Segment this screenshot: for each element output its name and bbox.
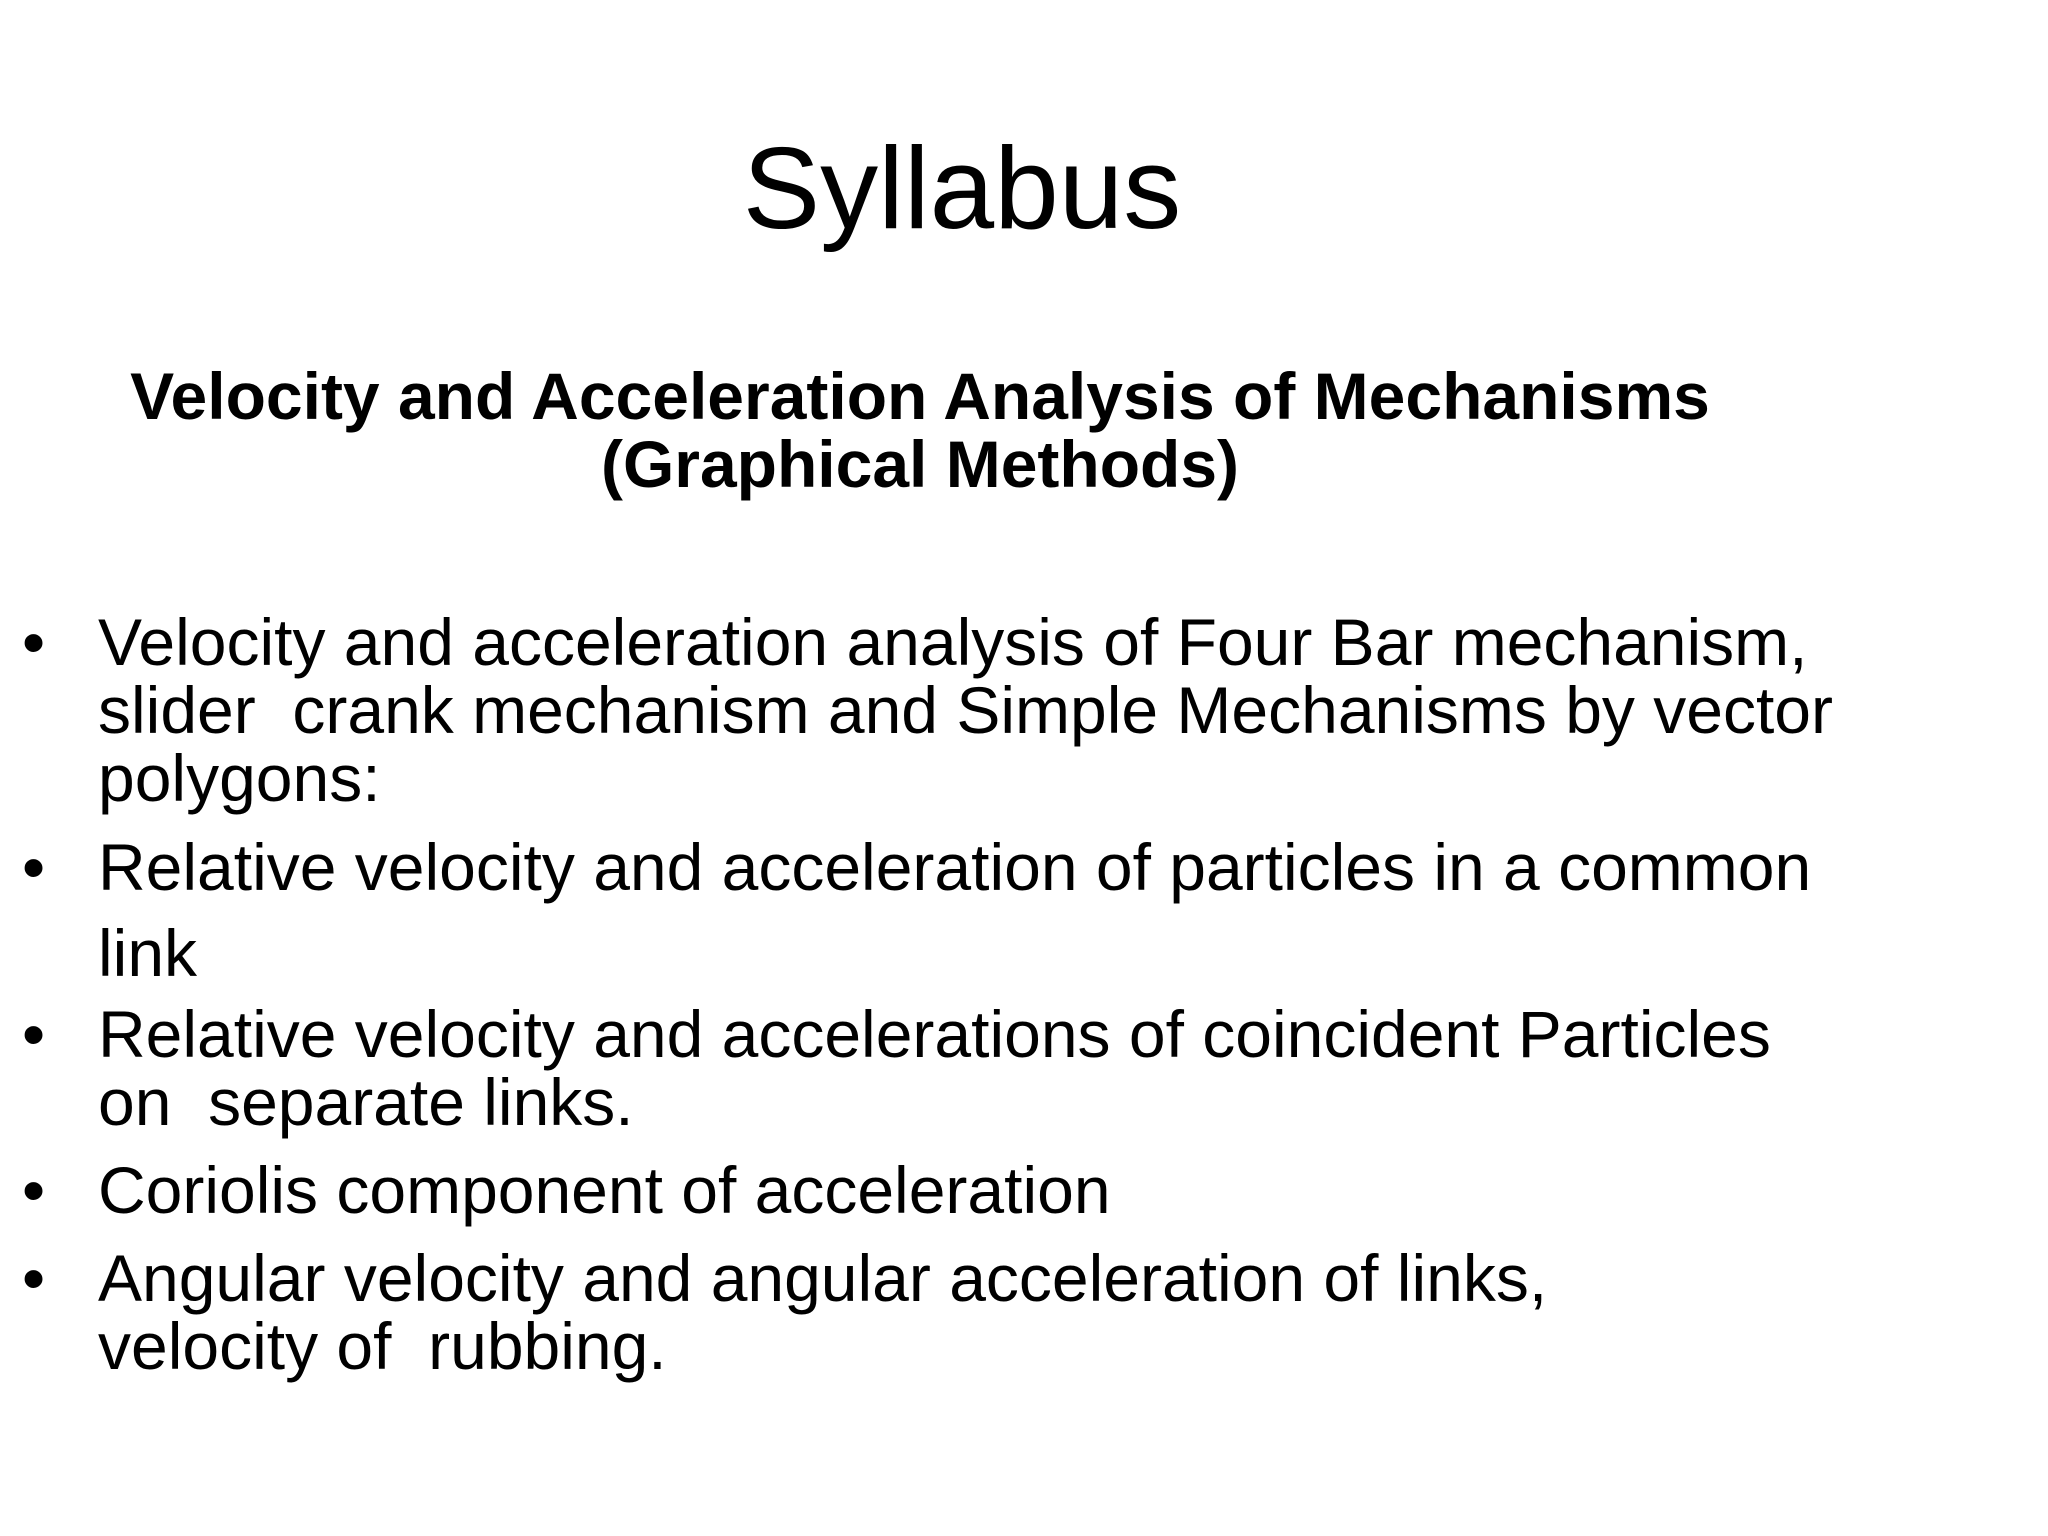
- bullet-marker: •: [22, 605, 46, 679]
- bullet-text: on separate links.: [98, 1065, 634, 1139]
- bullet-text: Relative velocity and accelerations of coincident Particles: [98, 997, 1771, 1071]
- subtitle-line-1: Velocity and Acceleration Analysis of Mechanisms: [130, 359, 1710, 433]
- bullet-text: polygons:: [98, 741, 381, 815]
- bullet-marker: •: [22, 1241, 46, 1315]
- slide-subtitle: [0, 359, 1840, 501]
- bullet-item-1: [0, 605, 2020, 815]
- subtitle-line-2: (Graphical Methods): [600, 427, 1240, 501]
- bullet-item-4: [0, 1153, 2020, 1227]
- bullet-item-3: [0, 997, 2020, 1139]
- bullet-item-2: [0, 824, 2020, 996]
- bullet-marker: •: [22, 830, 46, 904]
- bullet-text: Angular velocity and angular acceleration of links,: [98, 1241, 1548, 1315]
- bullet-text: link: [98, 916, 198, 990]
- bullet-text: Velocity and acceleration analysis of Four Bar mechanism,: [98, 605, 1808, 679]
- bullet-item-5: [0, 1241, 2020, 1383]
- bullet-marker: •: [22, 997, 46, 1071]
- bullet-text: velocity of rubbing.: [98, 1309, 667, 1383]
- bullet-text: slider crank mechanism and Simple Mechanisms by vector: [98, 673, 1833, 747]
- bullet-text: Relative velocity and acceleration of particles in a common: [98, 830, 1812, 904]
- slide-title: Syllabus: [742, 123, 1182, 253]
- bullet-list: [0, 605, 2020, 1400]
- bullet-text: Coriolis component of acceleration: [98, 1153, 1111, 1227]
- bullet-marker: •: [22, 1153, 46, 1227]
